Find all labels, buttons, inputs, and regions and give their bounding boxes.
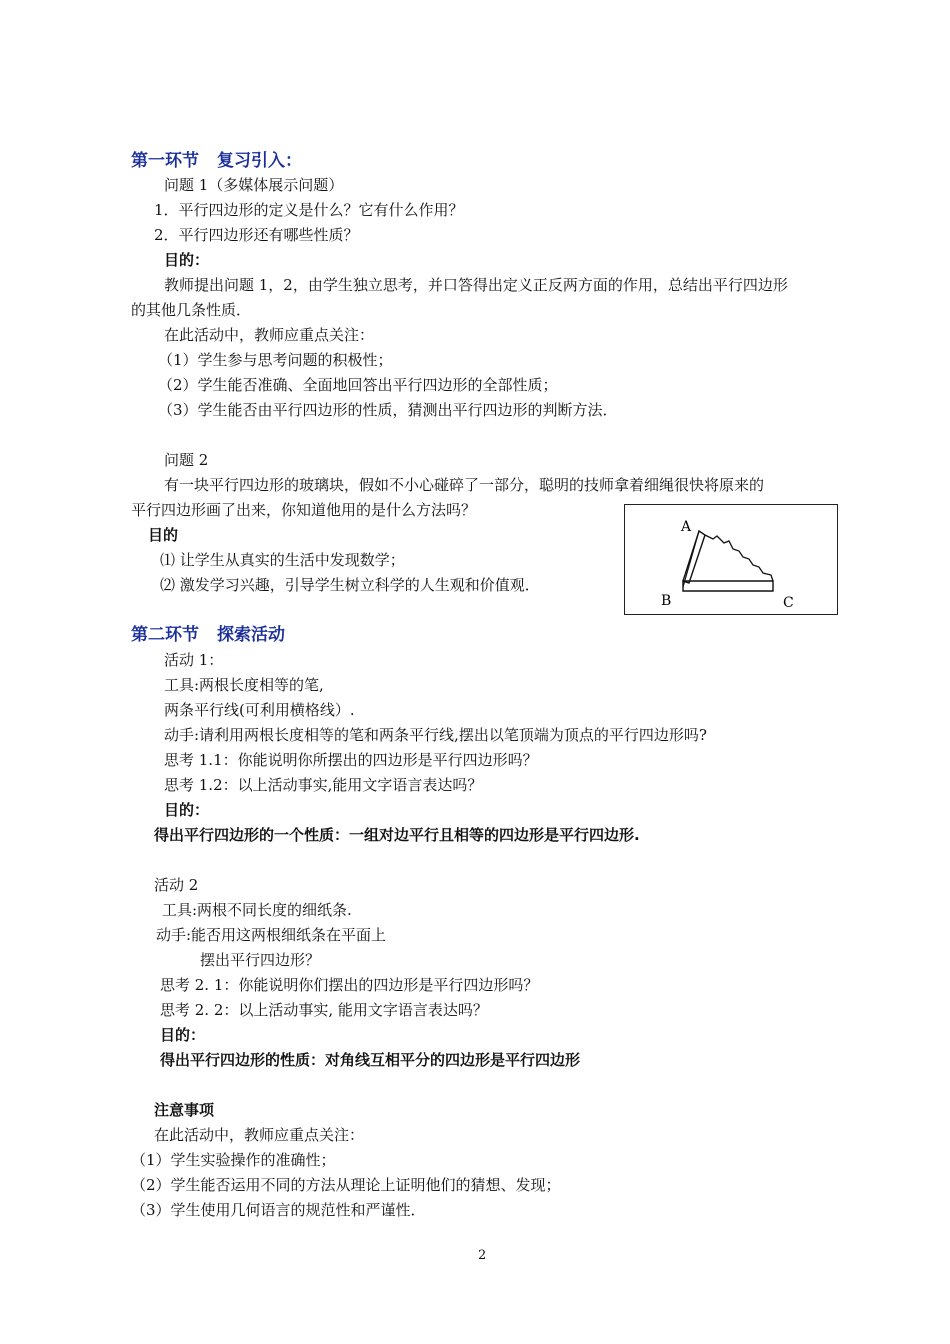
notes-item-3: （3）学生使用几何语言的规范性和严谨性． <box>131 1201 426 1219</box>
activity2-conclusion: 得出平行四边形的性质：对角线互相平分的四边形是平行四边形 <box>160 1051 581 1069</box>
notes-item-2: （2）学生能否运用不同的方法从理论上证明他们的猜想、发现； <box>131 1176 561 1194</box>
question2-purpose-item-1: ⑴ 让学生从真实的生活中发现数学； <box>160 551 405 569</box>
section2-title-part-a: 第二环节 <box>131 625 199 645</box>
question2-text-line-1: 有一块平行四边形的玻璃块，假如不小心碰碎了一部分，聪明的技师拿着细绳很快将原来的 <box>164 476 765 494</box>
focus-item-3: （3）学生能否由平行四边形的性质，猜测出平行四边形的判断方法． <box>158 401 618 419</box>
activity2-hands-on-line-1: 动手:能否用这两根细纸条在平面上 <box>156 926 387 944</box>
section1-title-part-b: 复习引入： <box>217 151 302 171</box>
broken-glass-diagram <box>625 505 839 616</box>
section2-title <box>131 624 285 646</box>
activity1-conclusion: 得出平行四边形的一个性质：一组对边平行且相等的四边形是平行四边形. <box>154 826 640 844</box>
activity2-purpose-label: 目的： <box>160 1026 206 1044</box>
notes-item-1: （1）学生实验操作的准确性； <box>131 1151 336 1169</box>
activity2-label: 活动 2 <box>154 876 199 894</box>
question1-item-2: 2．平行四边形还有哪些性质？ <box>154 226 359 244</box>
question2-label: 问题 2 <box>164 451 209 469</box>
notes-label: 注意事项 <box>154 1101 215 1119</box>
section2-title-part-b: 探索活动 <box>217 625 285 645</box>
section1-title <box>131 150 302 172</box>
activity2-tool: 工具:两根不同长度的细纸条. <box>162 901 352 919</box>
figure-label-b: B <box>661 593 672 609</box>
figure-label-a: A <box>681 519 692 535</box>
question1-intro: 问题 1（多媒体展示问题） <box>164 176 344 194</box>
activity1-label: 活动 1： <box>164 651 224 669</box>
purpose-text-line-1: 教师提出问题 1，2，由学生独立思考，并口答得出定义正反两方面的作用，总结出平行四边形 <box>164 276 788 294</box>
activity1-think-1: 思考 1.1：你能说明你所摆出的四边形是平行四边形吗？ <box>164 751 538 769</box>
question2-purpose-item-2: ⑵ 激发学习兴趣，引导学生树立科学的人生观和价值观． <box>160 576 540 594</box>
activity2-think-1: 思考 2. 1：你能说明你们摆出的四边形是平行四边形吗？ <box>160 976 539 994</box>
activity1-hands-on: 动手:请利用两根长度相等的笔和两条平行线,摆出以笔顶端为顶点的平行四边形吗? <box>164 726 707 744</box>
question1-item-1: 1．平行四边形的定义是什么？它有什么作用？ <box>154 201 464 219</box>
activity2-think-2: 思考 2. 2：以上活动事实, 能用文字语言表达吗？ <box>160 1001 488 1019</box>
broken-edge <box>705 535 773 581</box>
section1-title-part-a: 第一环节 <box>131 151 199 171</box>
broken-glass-figure <box>624 504 838 615</box>
focus-item-1: （1）学生参与思考问题的积极性； <box>158 351 393 369</box>
question2-purpose-label: 目的 <box>148 526 179 544</box>
purpose-text-line-2: 的其他几条性质． <box>131 301 252 319</box>
question2-text-line-2: 平行四边形画了出来，你知道他用的是什么方法吗？ <box>131 501 477 519</box>
activity1-think-2: 思考 1.2：以上活动事实,能用文字语言表达吗？ <box>164 776 483 794</box>
activity1-purpose-label: 目的： <box>164 801 210 819</box>
activity2-hands-on-line-2: 摆出平行四边形？ <box>200 951 321 969</box>
page-number: 2 <box>478 1248 487 1263</box>
activity1-tool-line-2: 两条平行线(可利用横格线）. <box>164 701 355 719</box>
focus-item-2: （2）学生能否准确、全面地回答出平行四边形的全部性质； <box>158 376 558 394</box>
figure-label-c: C <box>783 595 794 611</box>
base-edge-shape <box>683 581 773 591</box>
purpose-label: 目的： <box>164 251 210 269</box>
focus-intro: 在此活动中，教师应重点关注： <box>164 326 375 344</box>
activity1-tool-line-1: 工具:两根长度相等的笔, <box>164 676 324 694</box>
notes-intro: 在此活动中，教师应重点关注： <box>154 1126 365 1144</box>
